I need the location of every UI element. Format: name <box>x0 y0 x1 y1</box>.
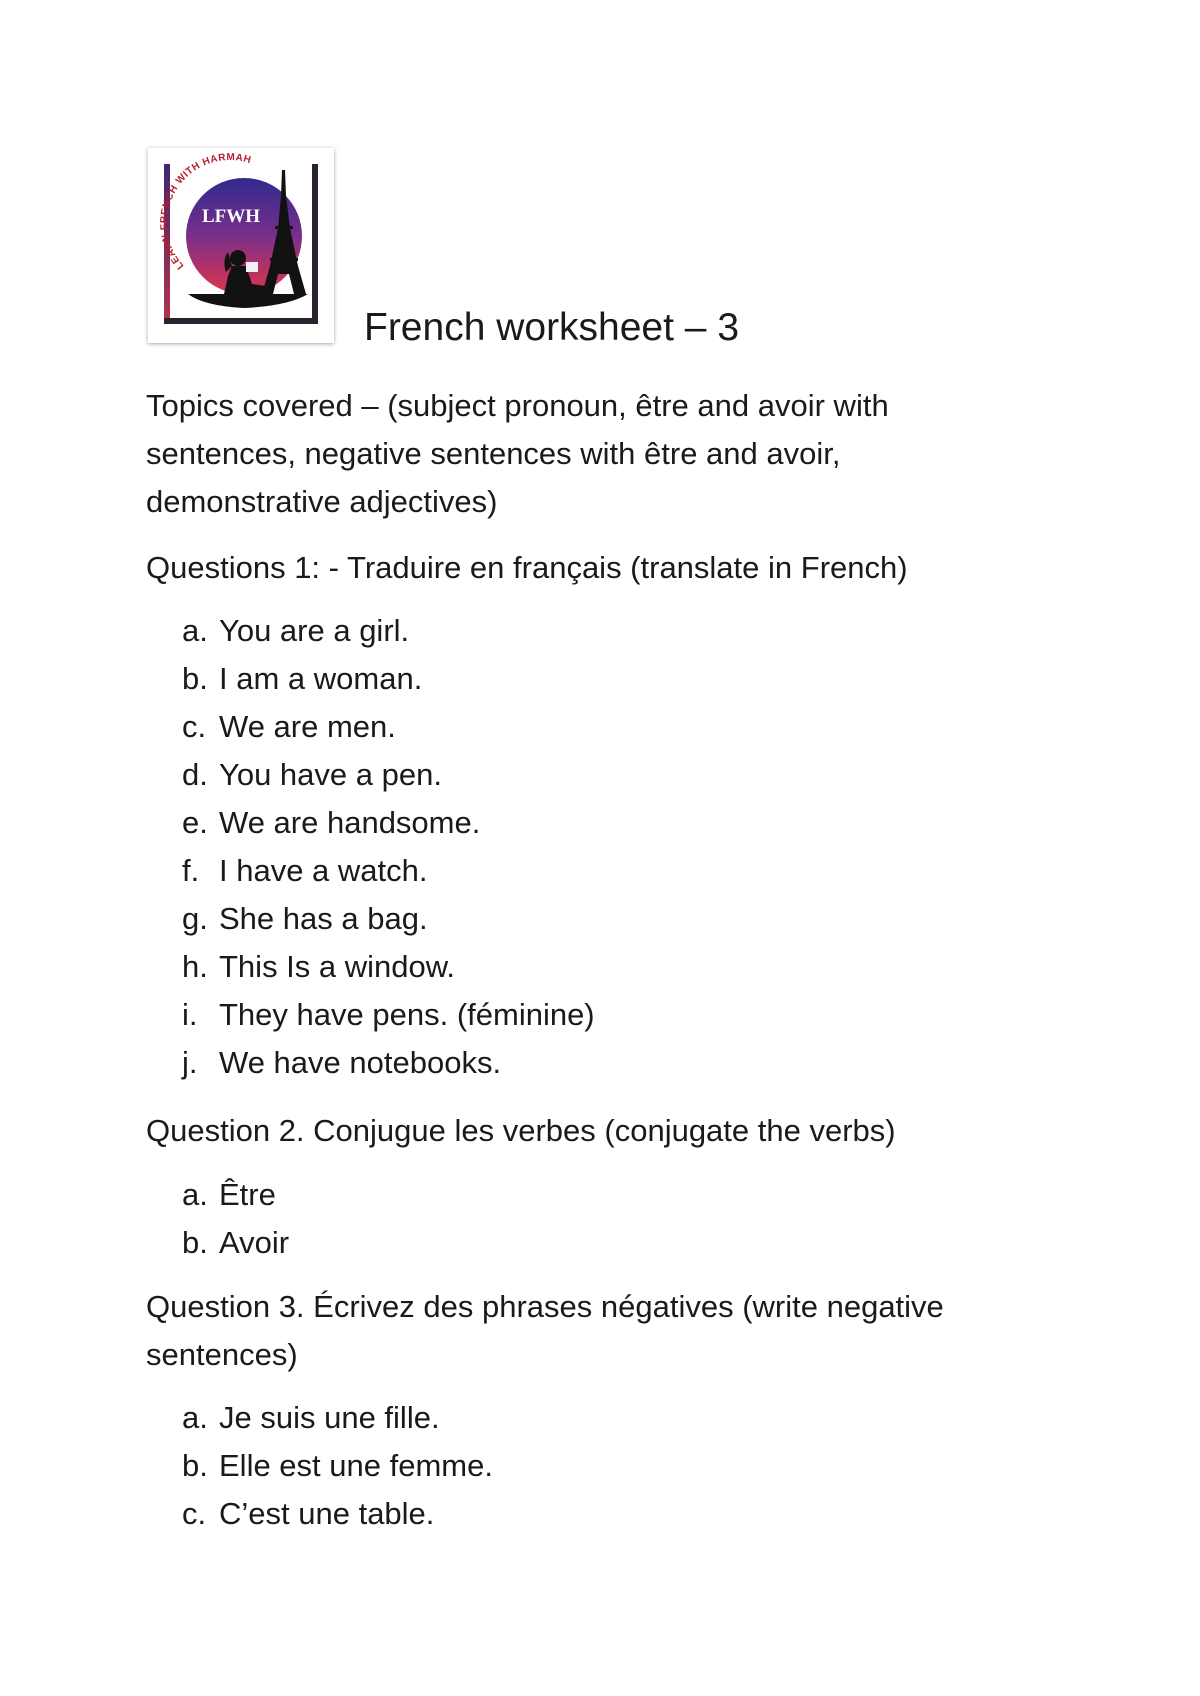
list-marker: c. <box>182 709 207 744</box>
list-marker: h. <box>182 949 208 984</box>
page-title: French worksheet – 3 <box>364 306 740 349</box>
svg-text:✦: ✦ <box>293 198 302 209</box>
list-marker: e. <box>182 805 208 840</box>
list-item <box>182 799 595 847</box>
question-2-list <box>182 1171 289 1267</box>
list-item-text: Je suis une fille. <box>219 1400 440 1435</box>
logo-text: LFWH <box>202 206 261 227</box>
list-item-text: Elle est une femme. <box>219 1448 493 1483</box>
list-item <box>182 895 595 943</box>
list-marker: j. <box>182 1045 198 1080</box>
list-item-text: I have a watch. <box>219 853 428 888</box>
question-1-list <box>182 607 595 1087</box>
list-item-text: She has a bag. <box>219 901 428 936</box>
list-marker: i. <box>182 997 198 1032</box>
question-3-list <box>182 1394 493 1538</box>
list-item <box>182 847 595 895</box>
list-item-text: We are men. <box>219 709 396 744</box>
list-item-text: Avoir <box>219 1225 290 1260</box>
topics-covered-text: Topics covered – (subject pronoun, être and avoir with sentences, negative sentences with être and avoir, demonstrative adjectives) <box>146 388 889 519</box>
list-marker: c. <box>182 1496 207 1531</box>
list-item-text: They have pens. (féminine) <box>219 997 595 1032</box>
list-item-text: We are handsome. <box>219 805 481 840</box>
list-marker: b. <box>182 661 208 696</box>
list-marker: a. <box>182 613 208 648</box>
list-item <box>182 1490 493 1538</box>
list-item <box>182 703 595 751</box>
list-marker: g. <box>182 901 208 936</box>
list-item <box>182 655 595 703</box>
list-item <box>182 1442 493 1490</box>
list-item-text: We have notebooks. <box>219 1045 502 1080</box>
list-item-text: C’est une table. <box>219 1496 435 1531</box>
list-marker: a. <box>182 1400 208 1435</box>
list-item-text: I am a woman. <box>219 661 423 696</box>
list-marker: f. <box>182 853 200 888</box>
list-item <box>182 991 595 1039</box>
list-item-text: This Is a window. <box>219 949 456 984</box>
lfwh-logo-graphic <box>148 148 334 343</box>
question-2-heading: Question 2. Conjugue les verbes (conjugate the verbs) <box>146 1113 896 1148</box>
list-item <box>182 607 595 655</box>
list-marker: b. <box>182 1225 208 1260</box>
list-item <box>182 943 595 991</box>
logo-arc-text: LEARN FRENCH WITH HARMAH <box>158 151 253 272</box>
question-3-heading: Question 3. Écrivez des phrases négatives (write negative sentences) <box>146 1289 944 1372</box>
list-item <box>182 1219 289 1267</box>
list-item <box>182 1394 493 1442</box>
list-item <box>182 751 595 799</box>
question-1-heading: Questions 1: - Traduire en français (translate in French) <box>146 550 908 585</box>
list-item-text: Être <box>219 1177 276 1212</box>
list-marker: a. <box>182 1177 208 1212</box>
list-marker: d. <box>182 757 208 792</box>
list-item-text: You are a girl. <box>219 613 410 648</box>
list-item <box>182 1039 595 1087</box>
lfwh-logo <box>148 148 334 343</box>
list-item <box>182 1171 289 1219</box>
list-item-text: You have a pen. <box>219 757 442 792</box>
list-marker: b. <box>182 1448 208 1483</box>
